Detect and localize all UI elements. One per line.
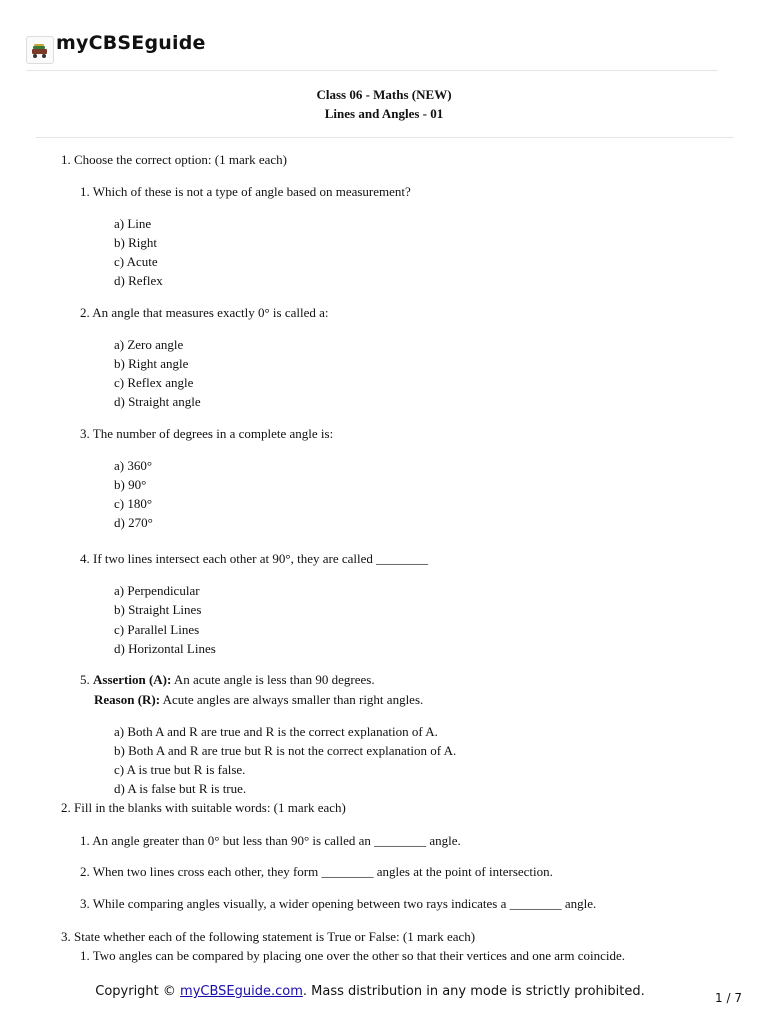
option: c) Reflex angle: [114, 375, 194, 390]
true-false-item: 1. Two angles can be compared by placing one over the other so that their vertices and one arm coincide.: [80, 948, 626, 963]
blank-item: 2. When two lines cross each other, they form ________ angles at the point of intersection.: [80, 864, 553, 879]
doc-title-chapter: Lines and Angles - 01: [324, 106, 444, 121]
blank-item: 1. An angle greater than 0° but less than 90° is called an ________ angle.: [80, 833, 461, 848]
question-text: 3. The number of degrees in a complete angle is:: [80, 426, 334, 441]
section-heading: 3. State whether each of the following statement is True or False: (1 mark each): [61, 929, 476, 944]
brand-name: myCBSEguide: [56, 32, 206, 54]
reason-label: Reason (R):: [94, 692, 161, 707]
option: d) Straight angle: [114, 394, 201, 409]
page-indicator: 1 / 7: [715, 991, 742, 1005]
assertion-text: An acute angle is less than 90 degrees.: [173, 672, 375, 687]
page-header: [26, 30, 718, 70]
section-heading: 1. Choose the correct option: (1 mark each): [61, 152, 287, 167]
footer-copyright: [0, 984, 740, 999]
option: c) A is true but R is false.: [114, 762, 246, 777]
option: d) A is false but R is true.: [114, 781, 247, 796]
reason-text: Acute angles are always smaller than right angles.: [162, 692, 424, 707]
option: b) Both A and R are true but R is not the correct explanation of A.: [114, 743, 457, 758]
option: d) 270°: [114, 515, 153, 530]
copyright-suffix: . Mass distribution in any mode is strictly prohibited.: [302, 984, 645, 999]
option: c) Acute: [114, 254, 158, 269]
option: a) Zero angle: [114, 337, 184, 352]
doc-title-class: Class 06 - Maths (NEW): [316, 87, 452, 102]
option: a) Line: [114, 216, 152, 231]
option: b) Right angle: [114, 356, 189, 371]
section-heading: 2. Fill in the blanks with suitable words: (1 mark each): [61, 800, 346, 815]
option: a) 360°: [114, 458, 153, 473]
copyright-prefix: Copyright ©: [95, 984, 176, 999]
option: a) Perpendicular: [114, 583, 200, 598]
question-text: 4. If two lines intersect each other at 90°, they are called ________: [80, 551, 429, 566]
option: d) Reflex: [114, 273, 163, 288]
reason-line: [94, 691, 423, 708]
option: b) Right: [114, 235, 157, 250]
option: c) Parallel Lines: [114, 622, 200, 637]
title-divider: [36, 137, 734, 138]
site-link[interactable]: myCBSEguide.com: [180, 984, 303, 999]
logo-icon: [26, 36, 54, 64]
assertion-label: Assertion (A):: [93, 672, 172, 687]
option: b) Straight Lines: [114, 602, 202, 617]
option: b) 90°: [114, 477, 147, 492]
option: d) Horizontal Lines: [114, 641, 216, 656]
question-text: 2. An angle that measures exactly 0° is called a:: [80, 305, 329, 320]
header-divider: [26, 70, 718, 71]
question-text: 1. Which of these is not a type of angle based on measurement?: [80, 184, 411, 199]
option: c) 180°: [114, 496, 153, 511]
option: a) Both A and R are true and R is the correct explanation of A.: [114, 724, 438, 739]
assertion-line: [80, 671, 375, 688]
question-number: 5.: [80, 672, 90, 687]
blank-item: 3. While comparing angles visually, a wider opening between two rays indicates a ________ angle.: [80, 896, 597, 911]
